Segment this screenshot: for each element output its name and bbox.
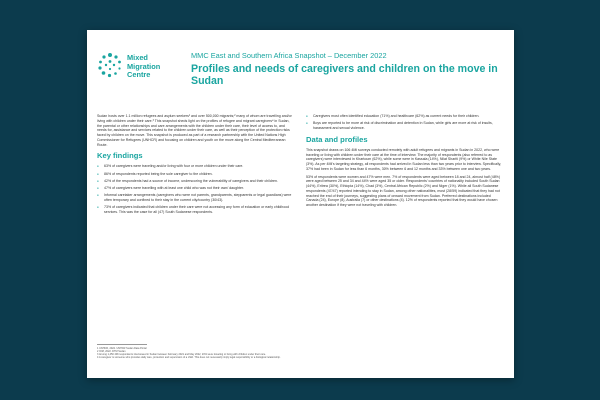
- left-column: [97, 114, 295, 217]
- report-title: Profiles and needs of caregivers and children on the move in Sudan: [191, 63, 498, 87]
- key-findings-heading: Key findings: [97, 151, 143, 161]
- mmc-logo-text: [127, 54, 160, 80]
- right-column: [306, 114, 504, 211]
- data-paragraph-2: 53% of respondents were women and 47% were men. 7% of respondents were aged between 18 and 24, almost half (48%) were aged between 25 and 34 and 44% were aged 35 or older. Respondents' countries of nationality included South Sudan (44%), Eritrea (30%), Ethiopia (14%), Chad (3%), Central African Republic (2%) and Niger (1%). While all South Sudanese respondents (47/47) reported intending to stay in Sudan, among other nationalities, most (28/59) indicated that they had not reached the end of their journeys, suggesting plans of onward movement from Sudan. Preferred destinations included Canada (24), Europe (8), Australia (7) or other destinations (4). 12% of respondents reported that they would have chosen another destination if they were not traveling with children.: [306, 174, 501, 207]
- finding-item: ● 63% of caregivers were traveling and/or living with four or more children under their care.: [97, 164, 295, 169]
- brand-line-3: Centre: [127, 70, 151, 80]
- report-page: [87, 30, 514, 378]
- data-profiles-heading: Data and profiles: [306, 134, 368, 144]
- report-header: [87, 30, 514, 110]
- brand-line-1: Mixed: [127, 53, 148, 62]
- intro-paragraph: Sudan hosts over 1.1 million refugees and asylum seekers¹ and over 500,000 migrants;² many of whom are travelling and/or living with children under their care.³ This snapshot sheds light on the profiles of refugee and migrant caregivers⁴ in Sudan, the parental or other relationships and care arrangements with the children under their care, their level of access to, and needs for, assistance and services related to the children under their care, as well as their perception of the protection risks faced by children on the move. This snapshot is produced as part of a research partnership with the United Nations High Commissioner for Refugees (UNHCR) and focusing on children and youth on the move along the Central Mediterranean Route.: [97, 114, 292, 147]
- finding-item: ● Boys are reported to be more at risk of discrimination and detention in Sudan, while girls are more at risk of insults, harassment and sexual violence.: [306, 121, 504, 131]
- footnote-item: 4 A caregiver is someone who provides daily care, protection and supervision of a child. This does not necessarily imply legal responsibility or a biological relationship.: [97, 356, 281, 360]
- finding-item: ● Informal caretaker arrangements (caregivers who were not parents, grandparents, stepparents or legal guardians) were often temporary and confined to their stay in the current city/country (30/43).: [97, 193, 295, 203]
- finding-item: ● 86% of respondents reported being the sole caregiver to the children.: [97, 172, 295, 177]
- footnote-divider: [97, 344, 147, 345]
- finding-item: ● 42% of the respondents had a source of income, underscoring the vulnerability of caregivers and their children.: [97, 179, 295, 184]
- finding-item: ● 47% of caregivers were travelling with at least one child who was not their own/ daughter.: [97, 186, 295, 191]
- footnote-item: 3 Among 1,450 4Mi respondents interviewed in Sudan between February 2021 and May 2022, 20% were traveling or living with children under their care.: [97, 353, 266, 357]
- footnote-item: 2 IOM, 2022. DTM Sudan: [97, 349, 126, 353]
- footnotes: [97, 344, 295, 360]
- finding-item: ● 73% of caregivers indicated that children under their care were not accessing any form of education or early childhood services. This was the case for all (47) South Sudanese respondents.: [97, 205, 295, 215]
- mmc-logo: [97, 50, 177, 95]
- data-paragraph-1: This snapshot draws on 106 4Mi surveys conducted remotely with adult refugees and migrants in Sudan in 2022, who were traveling or living with children under their care at the time of interview. The majority of respondents (also referred to as caregivers) were interviewed in Khartoum (62%), while some were in Kassala (14%), Nilat Shariti (9%) or White Nile State (3%). As per 4Mi's targeting strategy, all respondents had arrived in Sudan less than two years prior to interview. Specifically, 37% had been in Sudan for less than 6 months, 30% between 6 and 12 months and 33% between one and two years.: [306, 147, 502, 171]
- brand-line-2: Migration: [127, 61, 161, 71]
- report-subtitle: MMC East and Southern Africa Snapshot – December 2022: [191, 51, 387, 60]
- finding-item: ● Caregivers most often identified education (71%) and healthcare (62%) as current needs for their children.: [306, 114, 504, 119]
- key-findings-list: [97, 164, 295, 215]
- footnote-item: 1 UNHCR, 2022. UNHCR Sudan Data Portal: [97, 346, 147, 350]
- mmc-logo-icon: [97, 52, 123, 78]
